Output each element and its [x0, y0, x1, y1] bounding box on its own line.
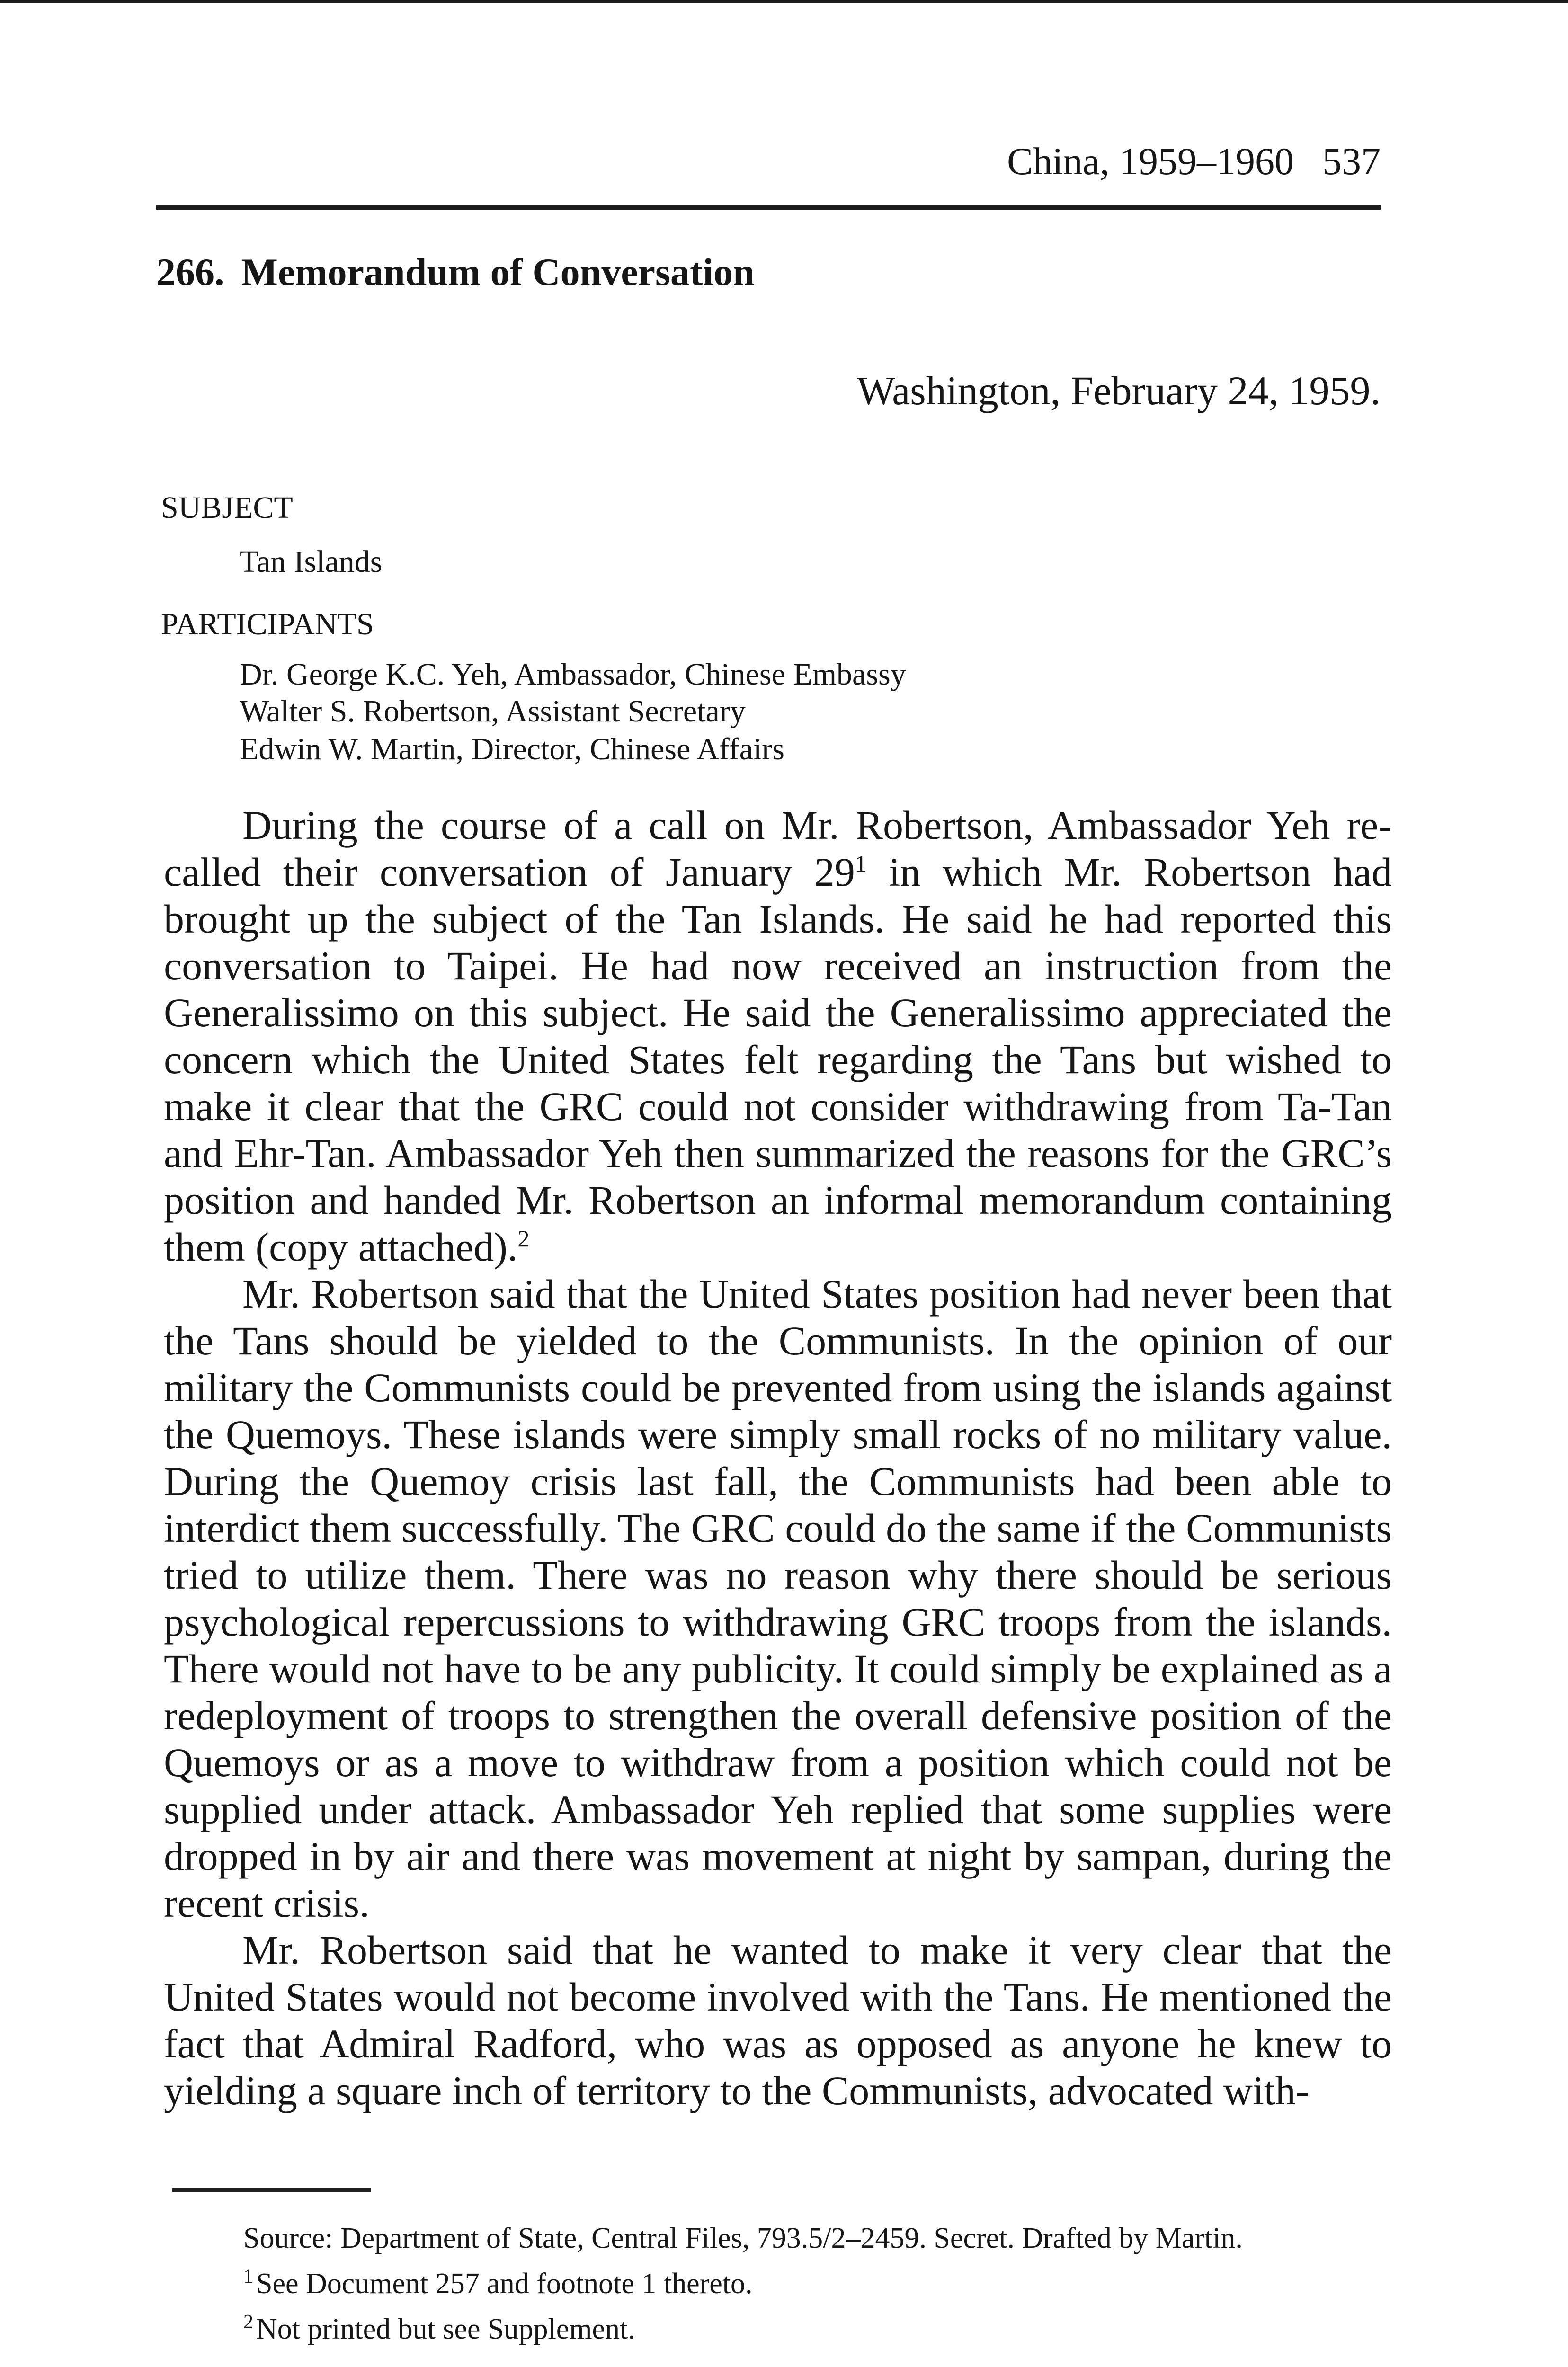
memorandum-body	[164, 802, 1392, 2114]
participant: Edwin W. Martin, Director, Chinese Affairs	[240, 732, 784, 766]
place-date-line: Washington, February 24, 1959.	[856, 368, 1381, 413]
footnote-1-text: See Document 257 and footnote 1 thereto.	[256, 2268, 753, 2300]
footnote-ref-2: 2	[517, 1225, 530, 1252]
document-number: 266.	[156, 250, 224, 294]
footnotes	[243, 2216, 1243, 2352]
footnote-1-marker: 1	[243, 2266, 253, 2287]
footnote-rule	[172, 2188, 371, 2192]
footnote-ref-1: 1	[855, 850, 867, 877]
participant: Dr. George K.C. Yeh, Ambassador, Chinese Embassy	[240, 657, 906, 692]
header-rule	[156, 205, 1381, 210]
participants-label: PARTICIPANTS	[161, 607, 374, 641]
footnote-source: Source: Department of State, Central Files, 793.5/2–2459. Secret. Drafted by Martin.	[243, 2222, 1243, 2254]
paragraph-1-text-a: During the course of a call on Mr. Robertson, Ambassador Yeh recalled their conversation of January 29	[164, 802, 1392, 895]
subject-label: SUBJECT	[161, 490, 293, 525]
running-head-title: China, 1959–1960	[1007, 140, 1294, 183]
document-heading	[156, 250, 755, 294]
running-head	[1007, 142, 1381, 181]
footnote-1	[243, 2261, 1243, 2306]
footnote-2-marker: 2	[243, 2311, 253, 2333]
document-title: Memorandum of Conversation	[241, 250, 755, 294]
body-paragraph-3: Mr. Robertson said that he wanted to make it very clear that the United States would not become involved with the Tans. He mentioned the fact that Admiral Radford, who was as opposed as anyone he knew to yielding a square inch of territory to the Communists, advocated with-	[164, 1927, 1392, 2113]
page-number: 537	[1322, 140, 1381, 183]
body-paragraph-2: Mr. Robertson said that the United States position had never been that the Tans should be yielded to the Communists. In the opinion of our military the Communists could be prevented from using the islands against the Quemoys. These islands were simply small rocks of no military value. During the Quemoy crisis last fall, the Communists had been able to interdict them successfully. The GRC could do the same if the Communists tried to utilize them. There was no reason why there should be serious psychological repercussions to withdrawing GRC troops from the islands. There would not have to be any publicity. It could simply be explained as a redeployment of troops to strengthen the overall defensive position of the Quemoys or as a move to withdraw from a position which could not be supplied under attack. Ambassador Yeh replied that some supplies were dropped in by air and there was movement at night by sampan, during the recent crisis.	[164, 1271, 1392, 1926]
subject-value: Tan Islands	[240, 544, 383, 579]
footnote-2-text: Not printed but see Supplement.	[256, 2313, 635, 2345]
body-paragraph-1	[164, 802, 1392, 1271]
paragraph-1-text-b: in which Mr. Robertson had brought up the subject of the Tan Islands. He said he had reported this conversation to Taipei. He had now received an instruction from the Generalissimo on this subject. He said the Generalissimo appreciated the concern which the United States felt regarding the Tans but wished to make it clear that the GRC could not consider withdrawing from Ta-Tan and Ehr-Tan. Ambassador Yeh then summarized the reasons for the GRC’s position and handed Mr. Robertson an informal memorandum containing them (copy attached).	[164, 849, 1392, 1270]
page-top-edge	[0, 0, 1568, 3]
participant: Walter S. Robertson, Assistant Secretary	[240, 694, 746, 729]
footnote-2	[243, 2306, 1243, 2352]
